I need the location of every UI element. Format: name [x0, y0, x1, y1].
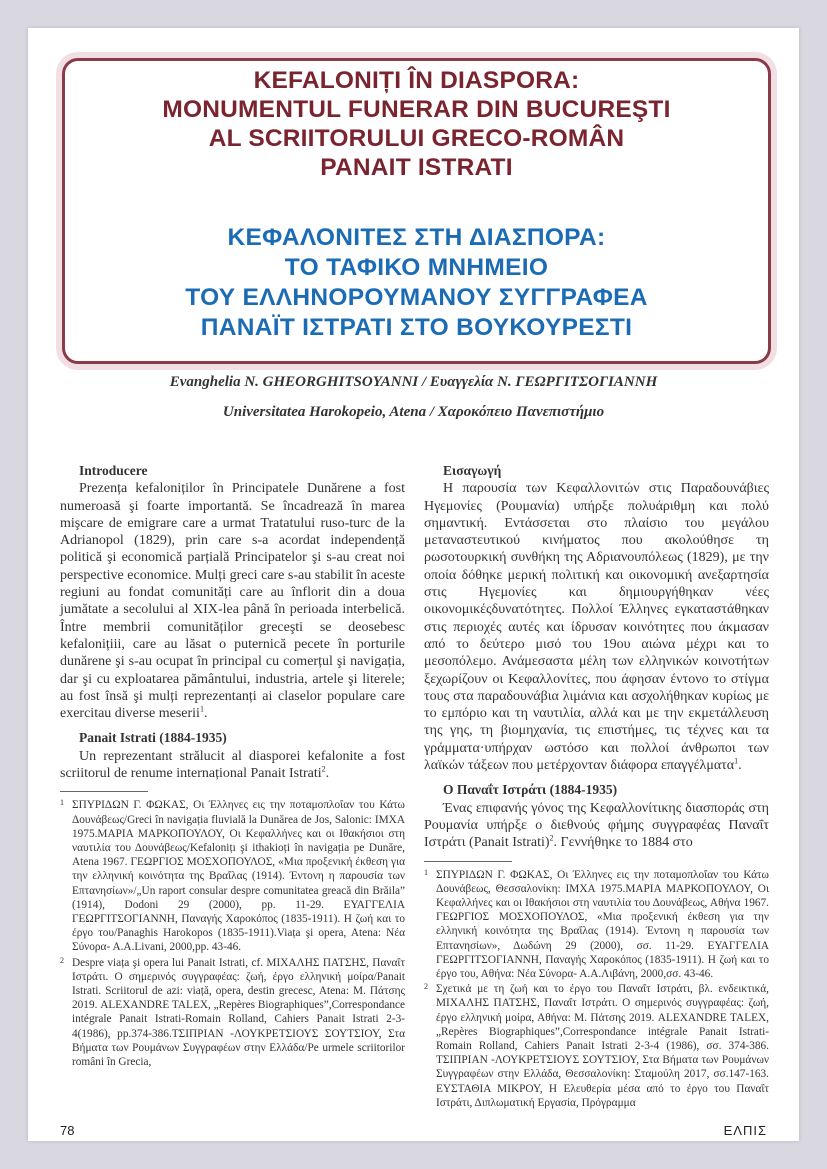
footnote-number: 2 [60, 955, 64, 965]
footnote-ref[interactable]: 2 [321, 764, 326, 774]
title-ro-line: KEFALONIȚI ÎN DIASPORA: [253, 67, 580, 94]
title-gr-line: ΤΟΥ ΕΛΛΗΝΟΡΟΥΜΑΝΟΥ ΣΥΓΓΡΑΦΕΑ [185, 284, 648, 311]
page-number: 78 [60, 1123, 75, 1138]
footnote-1 [424, 868, 769, 982]
section-heading-intro: Introducere [79, 463, 148, 478]
column-romanian [60, 462, 405, 1070]
paragraph-istrati [424, 800, 769, 852]
section-heading-istrati: Panait Istrati (1884-1935) [79, 730, 227, 746]
affiliation-line: Universitatea Harokopeio, Atena / Χαροκόπειο Πανεπιστήμιο [222, 404, 605, 420]
section-heading-intro: Εισαγωγή [443, 463, 502, 478]
footnote-number: 1 [60, 798, 64, 808]
paragraph-intro-text: Η παρουσία των Κεφαλλονιτών στις Παραδουνάβιες Ηγεμονίες (Ρουμανία) υπήρξε πολυάριθμη και πολύ σημαντική. Εντάσσεται στο πλαίσιο του μεγάλου μεταναστευτικού κινήματος που ακολούθησε τη ρωσοτουρκική συνθήκη της Αδριανουπόλεως (1829), με την οποία δόθηκε μερική πολιτική και οικονομική ανεξαρτησία στις Ηγεμονίες και δημιουργήθηκαν νέες οικονομικέςδυνατότητες. Πολλοί Έλληνες εγκαταστάθηκαν στις περιοχές αυτές και ίδρυσαν κοινότητες που άκμασαν από το δεύτερο μισό του 19ου αιώνα μέχρι και το μεσοπόλεμο. Ανάμεσαστα μέλη των ελληνικών κοινοτήτων ξεχωρίζουν οι Κεφαλλονίτες, που άφησαν έντονο το στίγμα τους στα παραδουνάβια λιμάνια και ασχολήθηκαν κυρίως με το εμπόριο και τη ναυτιλία, αλλά και με την εκμετάλλευση της γης, τη βιομηχανία, τις επιστήμες, τις τέχνες και τα γράμματα·υπήρχαν ωστόσο και πολλοί άνθρωποι των λαϊκών τάξεων που μετέρχονταν διάφορα επαγγέλματα [424, 481, 769, 774]
title-gr-line: ΚΕΦΑΛΟΝΙΤΕΣ ΣΤΗ ΔΙΑΣΠΟΡΑ: [227, 224, 606, 251]
footnote-divider [60, 791, 148, 792]
footnote-text: ΣΠΥΡΙΔΩΝ Γ. ΦΩΚΑΣ, Οι Έλληνες εις την ποταμοπλοΐαν του Κάτω Δουνάβεως, Θεσσαλονίκη: ΙΜΧΑ 1975.ΜΑΡΙΑ ΜΑΡΚΟΠΟΥΛΟΥ, Οι Κεφαλλήνες και οι Ιθακήσιοι στη ναυτιλία του Δουνάβεως, Αθήνα 1967. ΓΕΩΡΓΙΟΣ ΜΟΣΧΟΠΟΥΛΟΣ, «Μια προξενική έκθεση για την ελληνική κοινότητα της Βραΐλας (1914). Έντονη η παρουσία των Επτανησίων», Δωδώνη 29 (2000), σσ. 11-29. ΕΥΑΓΓΕΛΙΑ ΓΕΩΡΓΙΤΣΟΓΙΑΝΝΗ, Παναγής Χαροκόπος (1835-1911). Η ζωή και το έργο του, Αθήνα: Νέα Σύνορα- Α.Α.Λιβάνη, 2000,σσ. 43-46. [436, 868, 769, 980]
footnote-ref[interactable]: 2 [549, 833, 554, 843]
footnote-number: 1 [424, 867, 428, 877]
title-gr-line: ΠΑΝΑΪΤ ΙΣΤΡΑΤΙ ΣΤΟ ΒΟΥΚΟΥΡΕΣΤΙ [200, 314, 633, 341]
title-greek [62, 223, 771, 343]
footnote-text: Despre viața şi opera lui Panait Istrati, cf. ΜΙΧΑΛΗΣ ΠΑΤΣΗΣ, Παναΐτ Ιστράτι. Ο σημερινός συγγραφέας: ζωή, έργο ελληνική μοίρα/Panait Istrati. Scriitorul de azi: viață, opera, destin grecesc, Atena: Μ. Πάτσης 2019. ALEXANDRE TALEX, „Repères Biographiques”,Correspondance intégrale Panait Istrati-Romain Rolland, Cahiers Panait Istrati 2-3-4(1986), pp.374-386.ΤΣΙΠΡΙΑΝ -ΛΟΥΚΡΕΤΣΙΟΥΣ ΣΟΥΤΣΙΟΥ, Στα Βήματα των Ρουμάνων Συγγραφέων στην Ελλάδα/Pe urmele scriitorilor români în Grecia, [72, 956, 406, 1068]
paragraph-istrati-text: Ένας επιφανής γόνος της Κεφαλλονίτικης διασποράς στη Ρουμανία υπήρξε ο διεθνούς φήμης συγγραφέας Παναΐτ Ιστράτι (Panait Istrati) [424, 800, 769, 851]
paragraph-intro-text: Prezența kefaloniților în Principatele Dunărene a fost numeroasă şi foarte importantă. Se încadrează în marea mişcare de emigrare care a urmat Tratatului ruso-turc de la Adrianopol (1829), prin care s-a acordat independență politică şi economică parțială Principatelor şi s-au creat noi perspective economice. Mulți greci care s-au stabilit în aceste regiuni au fondat comunități care au înflorit din a doua jumătate a secolului al XIX-lea până în perioada interbelică. Între membrii comunităților greceşti se deosebesc kefalonițiii, care au lăsat o puternică pecete în porturile dunărene şi s-au ocupat în principal cu comerțul şi navigația, dar şi cu exploatarea pământului, industria, artele şi literele; au fost însă şi mulți reprezentanți ai claselor populare care exercitau diverse meserii [60, 481, 405, 722]
footnote-number: 2 [424, 982, 428, 992]
title-ro-line: PANAIT ISTRATI [320, 154, 513, 181]
paragraph-intro: Η παρουσία των Κεφαλλονιτών στις Παραδουνάβιες Ηγεμονίες (Ρουμανία) υπήρξε πολυάριθμη και πολύ σημαντική. Εντάσσεται στο πλαίσιο του μεγάλου μεταναστευτικού κινήματος που ακολούθησε τη ρωσοτουρκική συνθήκη της Αδριανουπόλεως (1829), με την οποία δόθηκε μερική πολιτική και οικονομική ανεξαρτησία στις Ηγεμονίες και δημιουργήθηκαν νέες οικονομικέςδυνατότητες. Πολλοί Έλληνες εγκαταστάθηκαν στις περιοχές αυτές και ίδρυσαν κοινότητες που άκμασαν από το δεύτερο μισό του 19ου αιώνα μέχρι και το μεσοπόλεμο. Ανάμεσαστα μέλη των ελληνικών κοινοτήτων ξεχωρίζουν οι Κεφαλλονίτες, που άφησαν έντονο το στίγμα τους στα παραδουνάβια λιμάνια και ασχολήθηκαν κυρίως με το εμπόριο και τη ναυτιλία, αλλά και με την εκμετάλλευση της γης, τη βιομηχανία, τις επιστήμες, τις τέχνες και τα γράμματα·υπήρχαν ωστόσο και πολλοί άνθρωποι των λαϊκών τάξεων που μετέρχονταν διάφορα επαγγέλματα$^1$. [424, 481, 769, 774]
footnote-text: Σχετικά με τη ζωή και το έργο του Παναΐτ Ιστράτι, βλ. ενδεικτικά, ΜΙΧΑΛΗΣ ΠΑΤΣΗΣ, Παναΐτ Ιστράτι. Ο σημερινός συγγραφέας: ζωή, έργο ελληνική μοίρα, Αθήνα: Μ. Πάτσης 2019. ALEXANDRE TALEX, „Repères Biographiques”,Correspondance intégrale Panait Istrati-Romain Rolland, Cahiers Panait Istrati 2-3-4 (1986), σσ. 374-386. ΤΣΙΠΡΙΑΝ -ΛΟΥΚΡΕΤΣΙΟΥΣ ΣΟΥΤΣΙΟΥ, Στα Βήματα των Ρουμάνων Συγγραφέων στην Ελλάδα, Θεσσαλονίκη: Σταμούλη 2017, σσ.147-163. ΕΥΣΤΑΘΙΑ ΜΙΚΡΟΥ, Η Ελευθερία μέσα από το έργο του Παναΐτ Ιστράτι, Διπλωματική Εργασία, Πρόγραμμα [436, 983, 769, 1109]
footnote-2 [60, 956, 405, 1070]
footnote-divider [424, 861, 512, 862]
section-heading-istrati: Ο Παναΐτ Ιστράτι (1884-1935) [443, 782, 618, 798]
paragraph-istrati: Un reprezentant strălucit al diasporei kefalonite a fost scriitorul de renume internațional Panait Istrati$^2$. [60, 748, 405, 782]
paragraph-istrati-text: Un reprezentant strălucit al diasporei kefalonite a fost scriitorul de renume internațional Panait Istrati [60, 748, 405, 782]
footnote-ref[interactable]: 1 [199, 704, 204, 714]
title-gr-line: ΤΟ ΤΑΦΙΚΟ ΜΝΗΜΕΙΟ [284, 254, 549, 281]
title-ro-line: MONUMENTUL FUNERAR DIN BUCUREŞTI [162, 96, 671, 123]
journal-name: ΕΛΠΙΣ [723, 1123, 767, 1138]
footnote-1 [60, 798, 405, 954]
footnote-2 [424, 982, 769, 1110]
paragraph-istrati-tail: . Γεννήθηκε το 1884 στο [553, 835, 693, 851]
title-romanian [62, 66, 771, 182]
paragraph-intro: Prezența kefaloniților în Principatele Dunărene a fost numeroasă şi foarte importantă. Se încadrează în marea mişcare de emigrare care a urmat Tratatului ruso-turc de la Adrianopol (1829), prin care s-a acordat independență politică şi economică parțială Principatelor şi s-au creat noi perspective economice. Mulți greci care s-au stabilit în aceste regiuni au fondat comunități care au înflorit din a doua jumătate a secolului al XIX-lea până în perioada interbelică. Între membrii comunităților greceşti se deosebesc kefalonițiii, care au lăsat o puternică pecete în porturile dunărene şi s-au ocupat în principal cu comerțul şi navigația, dar şi cu exploatarea pământului, industria, artele şi literele; au fost însă şi mulți reprezentanți ai claselor populare care exercitau diverse meserii$^1$. [60, 481, 405, 722]
footnote-ref[interactable]: 1 [734, 756, 739, 766]
title-ro-line: AL SCRIITORULUI GRECO-ROMÂN [208, 125, 625, 152]
footnote-text: ΣΠΥΡΙΔΩΝ Γ. ΦΩΚΑΣ, Οι Έλληνες εις την ποταμοπλοΐαν του Κάτω Δουνάβεως/Greci în navigația fluvială la Dunărea de Jos, Salonic: ΙΜΧΑ 1975.ΜΑΡΙΑ ΜΑΡΚΟΠΟΥΛΟΥ, Οι Κεφαλλήνες και οι Ιθακήσιοι στη ναυτιλία του Δουνάβεως/Kefalonițı şi ithakioți în navigația pe Dunăre, Atena 1967. ΓΕΩΡΓΙΟΣ ΜΟΣΧΟΠΟΥΛΟΣ, «Μια προξενική έκθεση για την ελληνική κοινότητα της Βραΐλας (1914). Έντονη η παρουσία των Επτανησίων»/„Un raport consular despre comunitatea greacă din Brăila” (1914), Dodoni 29 (2000), pp. 11-29. ΕΥΑΓΓΕΛΙΑ ΓΕΩΡΓΙΤΣΟΓΙΑΝΝΗ, Παναγής Χαροκόπος (1835-1911). Η ζωή και το έργο του/Panaghis Harokopos (1835-1911).Viața şi opera, Atena: Νέα Σύνορα- Α.Α.Livani, 2000,pp. 43-46. [72, 799, 405, 954]
author-line: Evanghelia N. GHEORGHITSOYANNI / Ευαγγελία Ν. ΓΕΩΡΓΙΤΣΟΓΙΑΝΝΗ [169, 374, 658, 390]
column-greek [424, 462, 769, 1111]
